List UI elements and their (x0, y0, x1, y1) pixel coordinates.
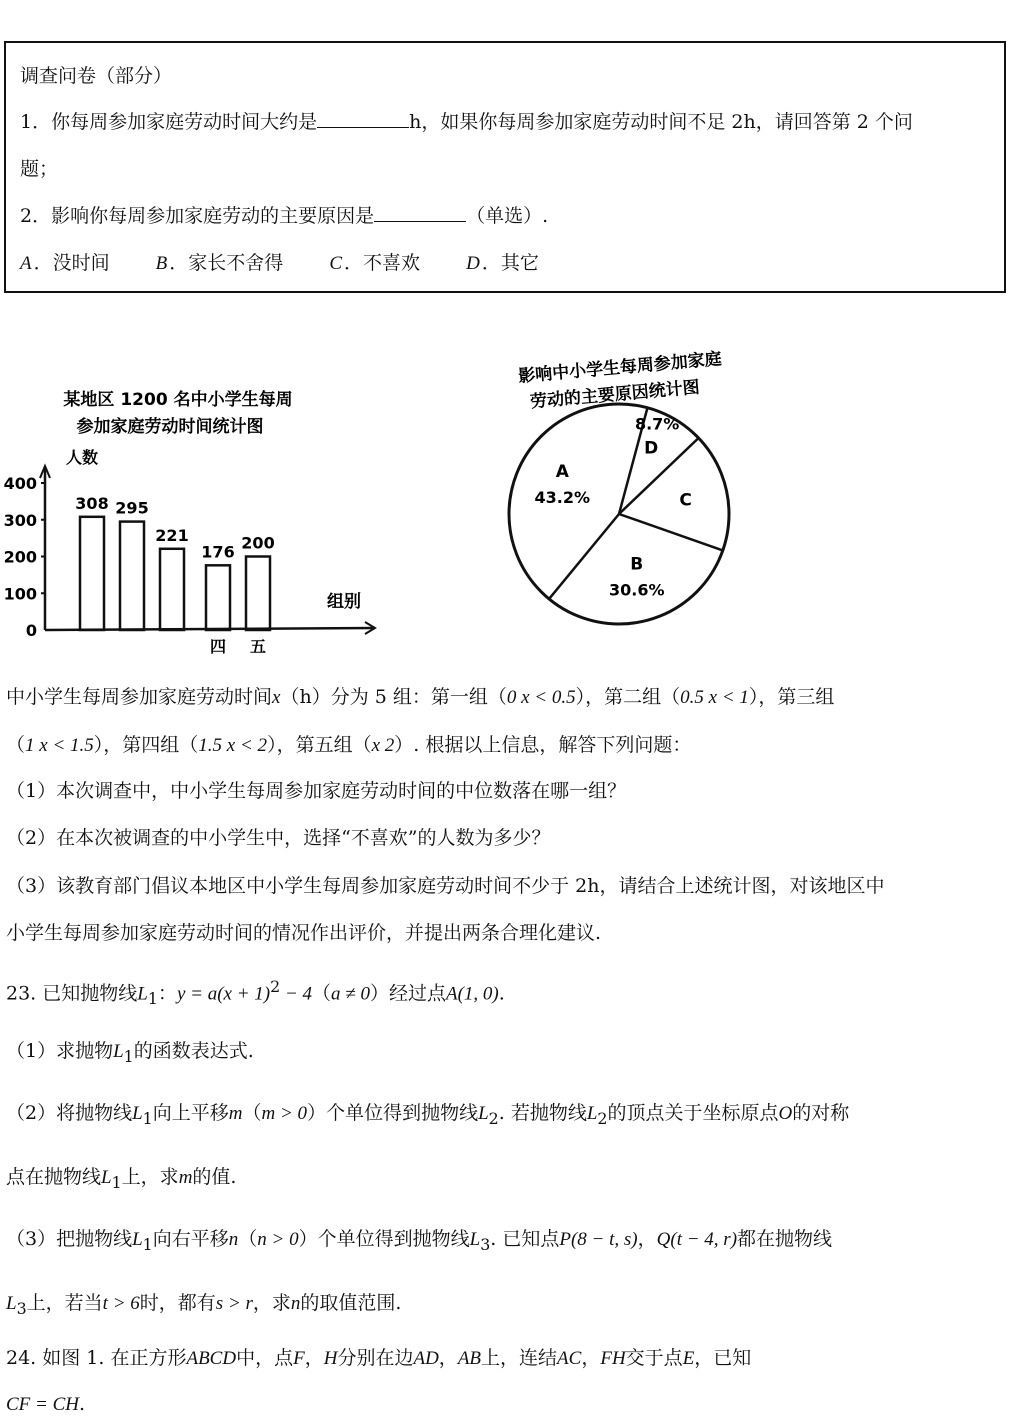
text: 都在抛物线 (737, 1228, 833, 1250)
bar-value-label: 308 (75, 493, 109, 513)
math: A(1, 0) (445, 983, 499, 1005)
math: L (113, 1041, 124, 1062)
math: FH (600, 1348, 626, 1369)
text: 向上平移 (152, 1102, 229, 1124)
y-tick-label: 0 (25, 621, 37, 640)
y-tick-label: 300 (3, 510, 37, 530)
math: L (137, 983, 148, 1005)
math: 1.5 x < 2 (198, 735, 268, 756)
pie-slice-label: D (644, 438, 659, 459)
text: . 已知点 (490, 1228, 560, 1250)
math: x (272, 687, 281, 708)
text: 点在抛物线 (6, 1166, 102, 1188)
math: m (228, 1103, 243, 1124)
math: n (228, 1229, 239, 1250)
text: 的取值范围. (300, 1292, 402, 1314)
text: 的函数表达式. (133, 1040, 254, 1062)
math: 1 x < 1.5 (25, 735, 94, 756)
math: s > r (215, 1293, 253, 1314)
option-letter: A (20, 253, 32, 274)
groups-line-2 (6, 732, 691, 759)
text: ： (157, 982, 177, 1005)
math: 0 x < 0.5 (506, 687, 576, 708)
problem-23-part-3-cont (6, 1290, 401, 1322)
math: ABCD (186, 1348, 237, 1369)
text: 分别在边 (337, 1347, 414, 1369)
pie-slice-pct: 30.6% (608, 580, 665, 600)
text: ，求 (252, 1292, 291, 1314)
answer-blank-2 (374, 203, 466, 222)
math: m > 0 (261, 1103, 308, 1124)
bar-value-label: 200 (241, 533, 275, 553)
option-text: ．不喜欢 (344, 252, 421, 274)
q1-text-2: h，如果你每周参加家庭劳动时间不足 2h，请回答第 2 个问 (409, 111, 913, 133)
problem-23-part-3 (6, 1226, 832, 1258)
sub: 1 (147, 989, 158, 1009)
text: （ (242, 1102, 262, 1124)
question-3-line-2: 小学生每周参加家庭劳动时间的情况作出评价，并提出两条合理化建议. (6, 922, 602, 944)
bar-value-label: 176 (201, 542, 235, 562)
text: 23. 已知抛物线 (6, 982, 138, 1005)
text: . (79, 1393, 86, 1415)
problem-23-part-1 (6, 1038, 254, 1070)
math: E (682, 1348, 695, 1369)
text: 的值. (192, 1166, 237, 1188)
text: ）. 根据以上信息，解答下列问题： (394, 734, 692, 756)
math: n (290, 1293, 301, 1314)
text: 24. 如图 1. 在正方形 (6, 1347, 187, 1369)
option-text: ．其它 (481, 252, 539, 274)
pie-slice-pct: 8.7% (634, 414, 680, 434)
x-tick-label: 四 (209, 637, 227, 656)
option-a (20, 250, 110, 277)
math: L (469, 1229, 481, 1250)
option-letter: B (155, 253, 168, 274)
text: 的顶点关于坐标原点 (607, 1102, 779, 1124)
text: . 若抛物线 (498, 1102, 587, 1124)
sub: 1 (123, 1046, 134, 1066)
text: 上，若当 (26, 1292, 103, 1314)
x-tick-label: 五 (249, 637, 267, 656)
text: （h）分为 5 组：第一组（ (280, 686, 507, 708)
option-letter: D (466, 253, 480, 274)
math: Q(t − 4, r) (656, 1229, 738, 1250)
math: P(8 − t, s) (559, 1229, 638, 1250)
sub: 3 (480, 1234, 491, 1254)
text: . (498, 982, 505, 1005)
option-letter: C (329, 253, 343, 274)
bar (160, 549, 184, 630)
pie-chart (460, 318, 790, 628)
text: 的对称 (792, 1102, 850, 1124)
bar-chart (0, 375, 390, 665)
math: a ≠ 0 (331, 983, 370, 1005)
math: t > 6 (102, 1293, 140, 1314)
text: ），第二组（ (575, 686, 681, 708)
survey-options (20, 250, 579, 277)
bar-value-label: 295 (115, 498, 149, 518)
math: AB (457, 1348, 482, 1369)
option-d (466, 250, 539, 277)
text: 中小学生每周参加家庭劳动时间 (6, 686, 273, 708)
math: L (6, 1293, 17, 1314)
text: （3）把抛物线 (6, 1228, 133, 1250)
text: （2）将抛物线 (6, 1102, 133, 1124)
sub: 3 (16, 1298, 27, 1318)
text: ）经过点 (369, 982, 446, 1005)
text: （ (238, 1228, 258, 1250)
bar (80, 517, 104, 630)
option-text: ．家长不舍得 (169, 252, 284, 274)
text: 交于点 (625, 1347, 683, 1369)
survey-title: 调查问卷（部分） (20, 65, 173, 87)
y-tick-label: 100 (3, 584, 37, 604)
sub: 1 (142, 1234, 153, 1254)
math: O (778, 1103, 793, 1124)
math: m (178, 1167, 193, 1188)
y-tick-label: 200 (3, 547, 37, 567)
bar-value-label: 221 (155, 525, 189, 545)
math: n > 0 (257, 1229, 299, 1250)
problem-23 (6, 974, 505, 1012)
y-tick-label: 400 (3, 474, 37, 493)
math: L (101, 1167, 112, 1188)
text: ， (581, 1347, 601, 1369)
pie-slice-boundary (619, 514, 723, 550)
q2-text-2: （单选）. (466, 205, 549, 227)
math: H (323, 1348, 338, 1369)
pie-slice-label: A (555, 461, 569, 482)
problem-24-cont (6, 1391, 85, 1418)
bar-chart-ylabel: 人数 (66, 448, 99, 467)
math: AC (557, 1348, 582, 1369)
text: ， (438, 1347, 458, 1369)
bar-chart-marks (75, 494, 274, 656)
survey-question-2 (20, 203, 548, 229)
question-2: （2）在本次被调查的中小学生中，选择“不喜欢”的人数为多少？ (6, 827, 551, 849)
math: L (478, 1103, 489, 1124)
option-text: ．没时间 (33, 252, 110, 274)
pie-slice-pct: 43.2% (534, 487, 591, 507)
sub: 1 (142, 1108, 153, 1128)
text: ），第五组（ (267, 734, 372, 756)
text: （ (312, 982, 332, 1005)
bar (206, 565, 230, 630)
math: 0.5 x < 1 (680, 687, 749, 708)
text: ， (637, 1228, 657, 1250)
math: − 4 (280, 983, 313, 1005)
bar-chart-xlabel: 组别 (327, 592, 361, 612)
text: （1）求抛物 (6, 1040, 114, 1062)
problem-23-part-2-cont (6, 1164, 236, 1196)
bar-chart-title-1: 某地区 1200 名中小学生每周 (63, 390, 293, 410)
answer-blank-1 (317, 109, 409, 128)
math: x 2 (371, 735, 395, 756)
groups-line-1 (6, 684, 834, 711)
bar-chart-title-2: 参加家庭劳动时间统计图 (76, 417, 264, 437)
question-3-line-1: （3）该教育部门倡议本地区中小学生每周参加家庭劳动时间不少于 2h，请结合上述统计图，对该地区中 (6, 875, 885, 897)
option-c (329, 250, 420, 277)
pie-chart-title-1: 影响中小学生每周参加家庭 (517, 349, 723, 387)
bar-chart-axes (4, 466, 375, 640)
text: 时，都有 (139, 1292, 216, 1314)
math: L (132, 1229, 143, 1250)
math: L (586, 1103, 598, 1124)
bar (120, 522, 144, 630)
sub: 2 (597, 1108, 608, 1128)
text: ），第三组 (748, 686, 835, 708)
text: 上，连结 (481, 1347, 558, 1369)
text: ）个单位得到抛物线 (298, 1228, 470, 1250)
text: 中，点 (236, 1347, 294, 1369)
pie-chart-marks (509, 404, 729, 624)
problem-23-part-2 (6, 1100, 849, 1132)
q1-text: 1．你每周参加家庭劳动时间大约是 (20, 111, 318, 133)
text: ，已知 (694, 1347, 752, 1369)
math: L (132, 1103, 143, 1124)
sup: 2 (270, 977, 281, 996)
option-b (156, 250, 284, 277)
question-1: （1）本次调查中，中小学生每周参加家庭劳动时间的中位数落在哪一组？ (6, 780, 627, 802)
bar (246, 557, 270, 631)
text: ），第四组（ (93, 734, 199, 756)
pie-slice-label: C (679, 490, 692, 511)
survey-box (4, 41, 1006, 293)
problem-24 (6, 1345, 751, 1372)
survey-question-1 (20, 109, 913, 135)
text: ）个单位得到抛物线 (307, 1102, 479, 1124)
sub: 2 (488, 1108, 499, 1128)
survey-question-1-cont: 题； (20, 158, 59, 180)
text: （ (6, 734, 26, 756)
math: F (293, 1348, 305, 1369)
q2-text: 2．影响你每周参加家庭劳动的主要原因是 (20, 205, 375, 227)
math: y = a(x + 1) (176, 983, 271, 1005)
sub: 1 (111, 1172, 122, 1192)
pie-slice-label: B (630, 554, 644, 575)
math: AD (413, 1348, 439, 1369)
text: ， (304, 1347, 324, 1369)
text: 上，求 (121, 1166, 179, 1188)
pie-chart-title-2: 劳动的主要原因统计图 (529, 377, 701, 413)
text: 向右平移 (152, 1228, 229, 1250)
math: CF = CH (6, 1394, 79, 1415)
